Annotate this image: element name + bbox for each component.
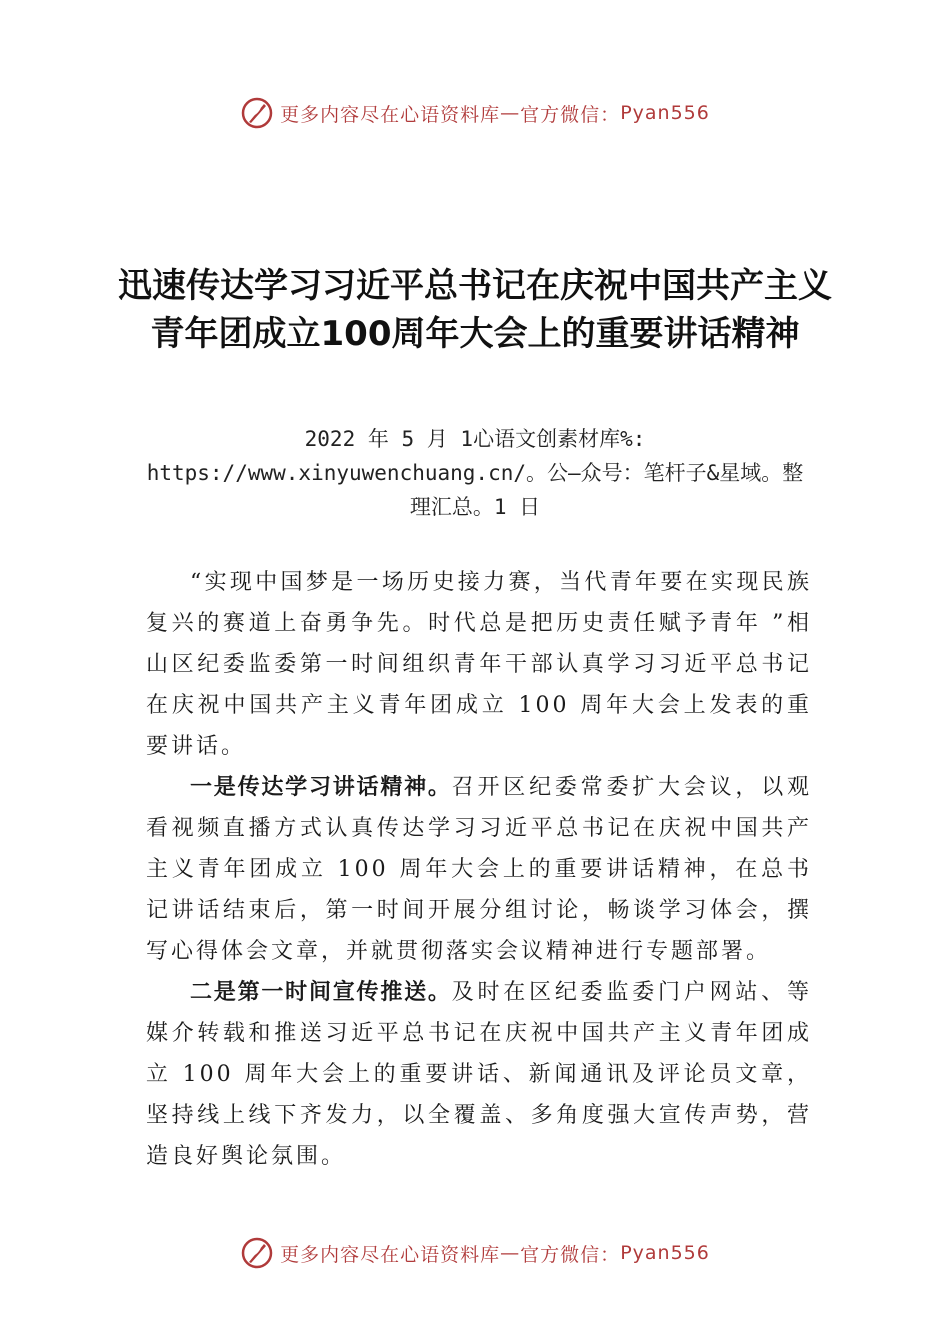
banner-dash: — <box>500 102 521 124</box>
footer-banner-text: 更多内容尽在心语资料库 <box>280 1243 501 1266</box>
footer-banner-wechat-id: Pyan556 <box>620 1242 710 1264</box>
paragraph-point-1-text: 召开区纪委常委扩大会议，以观看视频直播方式认真传达学习习近平总书记在庆祝中国共产主义青年团成立 100 周年大会上的重要讲话精神，在总书记讲话结束后，第一时间开展分组讨论，畅谈学习体会，撰写心得体会文章，并就贯彻落实会议精神进行专题部署。 <box>146 775 812 964</box>
header-banner <box>0 96 950 130</box>
paragraph-point-2-text: 及时在区纪委监委门户网站、等媒介转载和推送习近平总书记在庆祝中国共产主义青年团成立 100 周年大会上的重要讲话、新闻通讯及评论员文章，坚持线上线下齐发力，以全覆盖、多角度强大宣传声势，营造良好舆论氛围。 <box>146 980 812 1169</box>
footer-banner <box>0 1236 950 1270</box>
paragraph-intro <box>146 562 812 767</box>
document-title: 迅速传达学习习近平总书记在庆祝中国共产主义青年团成立100周年大会上的重要讲话精神 <box>118 266 832 354</box>
paragraph-point-1 <box>146 767 812 972</box>
banner-wechat-label: 官方微信： <box>520 103 621 126</box>
paragraph-point-1-lead: 一是传达学习讲话精神。 <box>190 775 452 800</box>
banner-text: 更多内容尽在心语资料库 <box>280 103 501 126</box>
banner-wechat-id: Pyan556 <box>620 102 710 124</box>
document-dateline: 2022 年 5 月 1心语文创素材库%: https://www.xinyuwenchuang.cn/。公—众号：笔杆子&星域。整理汇总。1 日 <box>146 427 804 519</box>
footer-banner-dash: — <box>500 1242 521 1264</box>
paragraph-point-2 <box>146 972 812 1177</box>
footer-banner-wechat-label: 官方微信： <box>520 1243 621 1266</box>
quill-logo-icon <box>240 1236 274 1270</box>
quill-logo-icon <box>240 96 274 130</box>
paragraph-intro-text: “实现中国梦是一场历史接力赛，当代青年要在实现民族复兴的赛道上奋勇争先。时代总是把历史责任赋予青年 ”相山区纪委监委第一时间组织青年干部认真学习习近平总书记在庆祝中国共产主义青年团成立 100 周年大会上发表的重要讲话。 <box>146 570 812 759</box>
document-body <box>146 562 812 1177</box>
paragraph-point-2-lead: 二是第一时间宣传推送。 <box>190 980 452 1005</box>
